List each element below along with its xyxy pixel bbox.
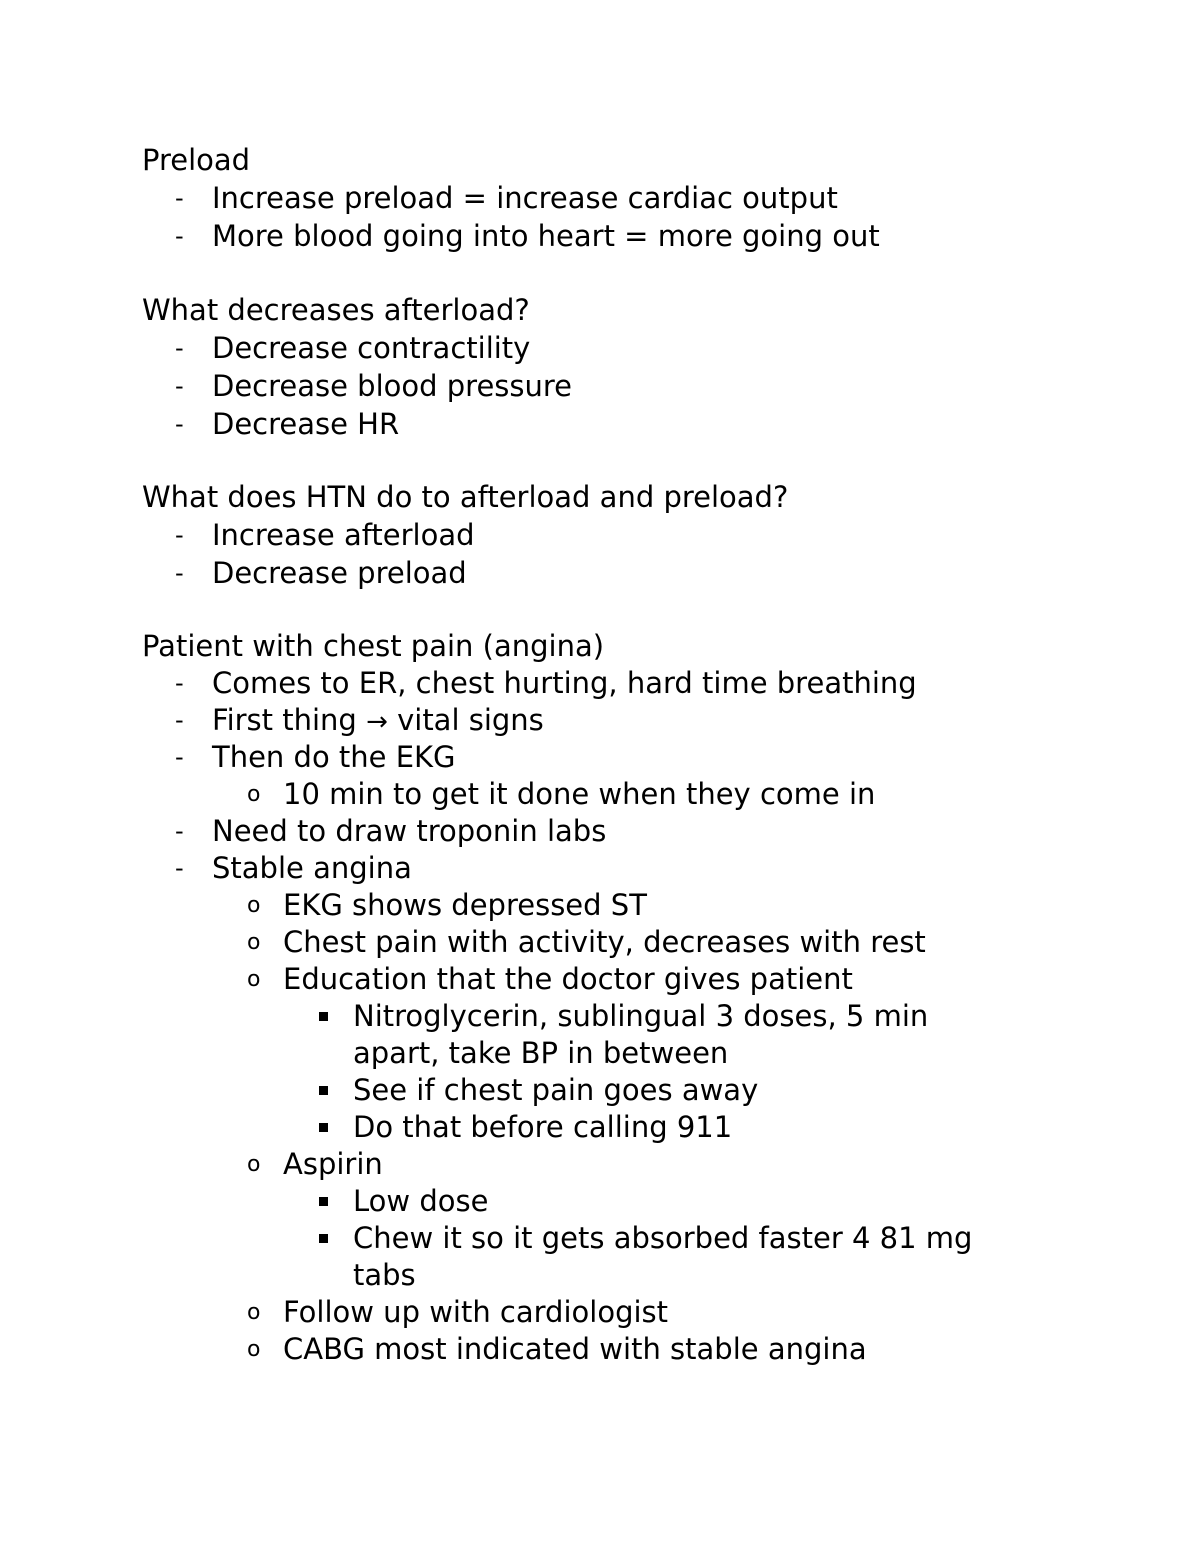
right-arrow-icon: → [366, 707, 388, 737]
list-item-continuation: apart, take BP in between [353, 1036, 729, 1070]
section-heading: What decreases afterload? [142, 293, 530, 327]
list-item: o Follow up with cardiologist [247, 1295, 669, 1329]
list-item: Nitroglycerin, sublingual 3 doses, 5 min [142, 998, 1142, 1035]
section-heading: What does HTN do to afterload and preload? [142, 480, 789, 514]
list-item: - Need to draw troponin labs [175, 814, 607, 848]
list-item: - First thing → vital signs [142, 702, 1142, 739]
list-item: - Then do the EKG [175, 740, 456, 774]
list-item: o CABG most indicated with stable angina [247, 1332, 867, 1366]
dash-bullet: - [175, 521, 184, 549]
circle-bullet: o [247, 967, 261, 992]
dash-bullet: - [175, 854, 184, 882]
dash-bullet: - [175, 743, 184, 771]
list-item: - Increase afterload [175, 518, 475, 552]
dash-bullet: - [175, 372, 184, 400]
section-preload [142, 141, 1142, 255]
list-item: Do that before calling 911 [142, 1109, 1142, 1146]
list-item: - Decrease contractility [175, 331, 531, 365]
dash-bullet: - [175, 817, 184, 845]
dash-bullet: - [175, 559, 184, 587]
list-item: - Comes to ER, chest hurting, hard time breathing [175, 666, 917, 700]
list-item: - Stable angina [175, 851, 412, 885]
section-heading: Patient with chest pain (angina) [142, 629, 605, 663]
list-item-continuation: tabs [353, 1258, 416, 1292]
square-bullet [319, 998, 328, 1035]
list-item: - More blood going into heart = more going out [175, 219, 880, 253]
dash-bullet: - [175, 669, 184, 697]
section-chest-pain [142, 628, 1142, 1368]
list-item: - Increase preload = increase cardiac output [175, 181, 838, 215]
dash-bullet: - [175, 706, 184, 734]
list-item: o 10 min to get it done when they come in [247, 777, 876, 811]
list-item: o Chest pain with activity, decreases with rest [247, 925, 926, 959]
square-bullet [319, 1220, 328, 1257]
dash-bullet: - [175, 222, 184, 250]
list-item: o EKG shows depressed ST [247, 888, 647, 922]
circle-bullet: o [247, 1337, 261, 1362]
section-heading: Preload [142, 143, 251, 177]
circle-bullet: o [247, 1152, 261, 1177]
section-afterload [142, 291, 1142, 443]
list-item: Chew it so it gets absorbed faster 4 81 mg [142, 1220, 1142, 1257]
list-item: Low dose [142, 1183, 1142, 1220]
list-item: - Decrease preload [175, 556, 467, 590]
circle-bullet: o [247, 782, 261, 807]
list-item: See if chest pain goes away [142, 1072, 1142, 1109]
circle-bullet: o [247, 893, 261, 918]
section-htn [142, 478, 1142, 592]
list-item: - Decrease HR [175, 407, 400, 441]
dash-bullet: - [175, 184, 184, 212]
list-item: - Decrease blood pressure [175, 369, 573, 403]
square-bullet [319, 1072, 328, 1109]
square-bullet [319, 1109, 328, 1146]
dash-bullet: - [175, 334, 184, 362]
circle-bullet: o [247, 930, 261, 955]
circle-bullet: o [247, 1300, 261, 1325]
square-bullet [319, 1183, 328, 1220]
dash-bullet: - [175, 410, 184, 438]
list-item: o Aspirin [247, 1147, 383, 1181]
list-item: o Education that the doctor gives patient [247, 962, 853, 996]
